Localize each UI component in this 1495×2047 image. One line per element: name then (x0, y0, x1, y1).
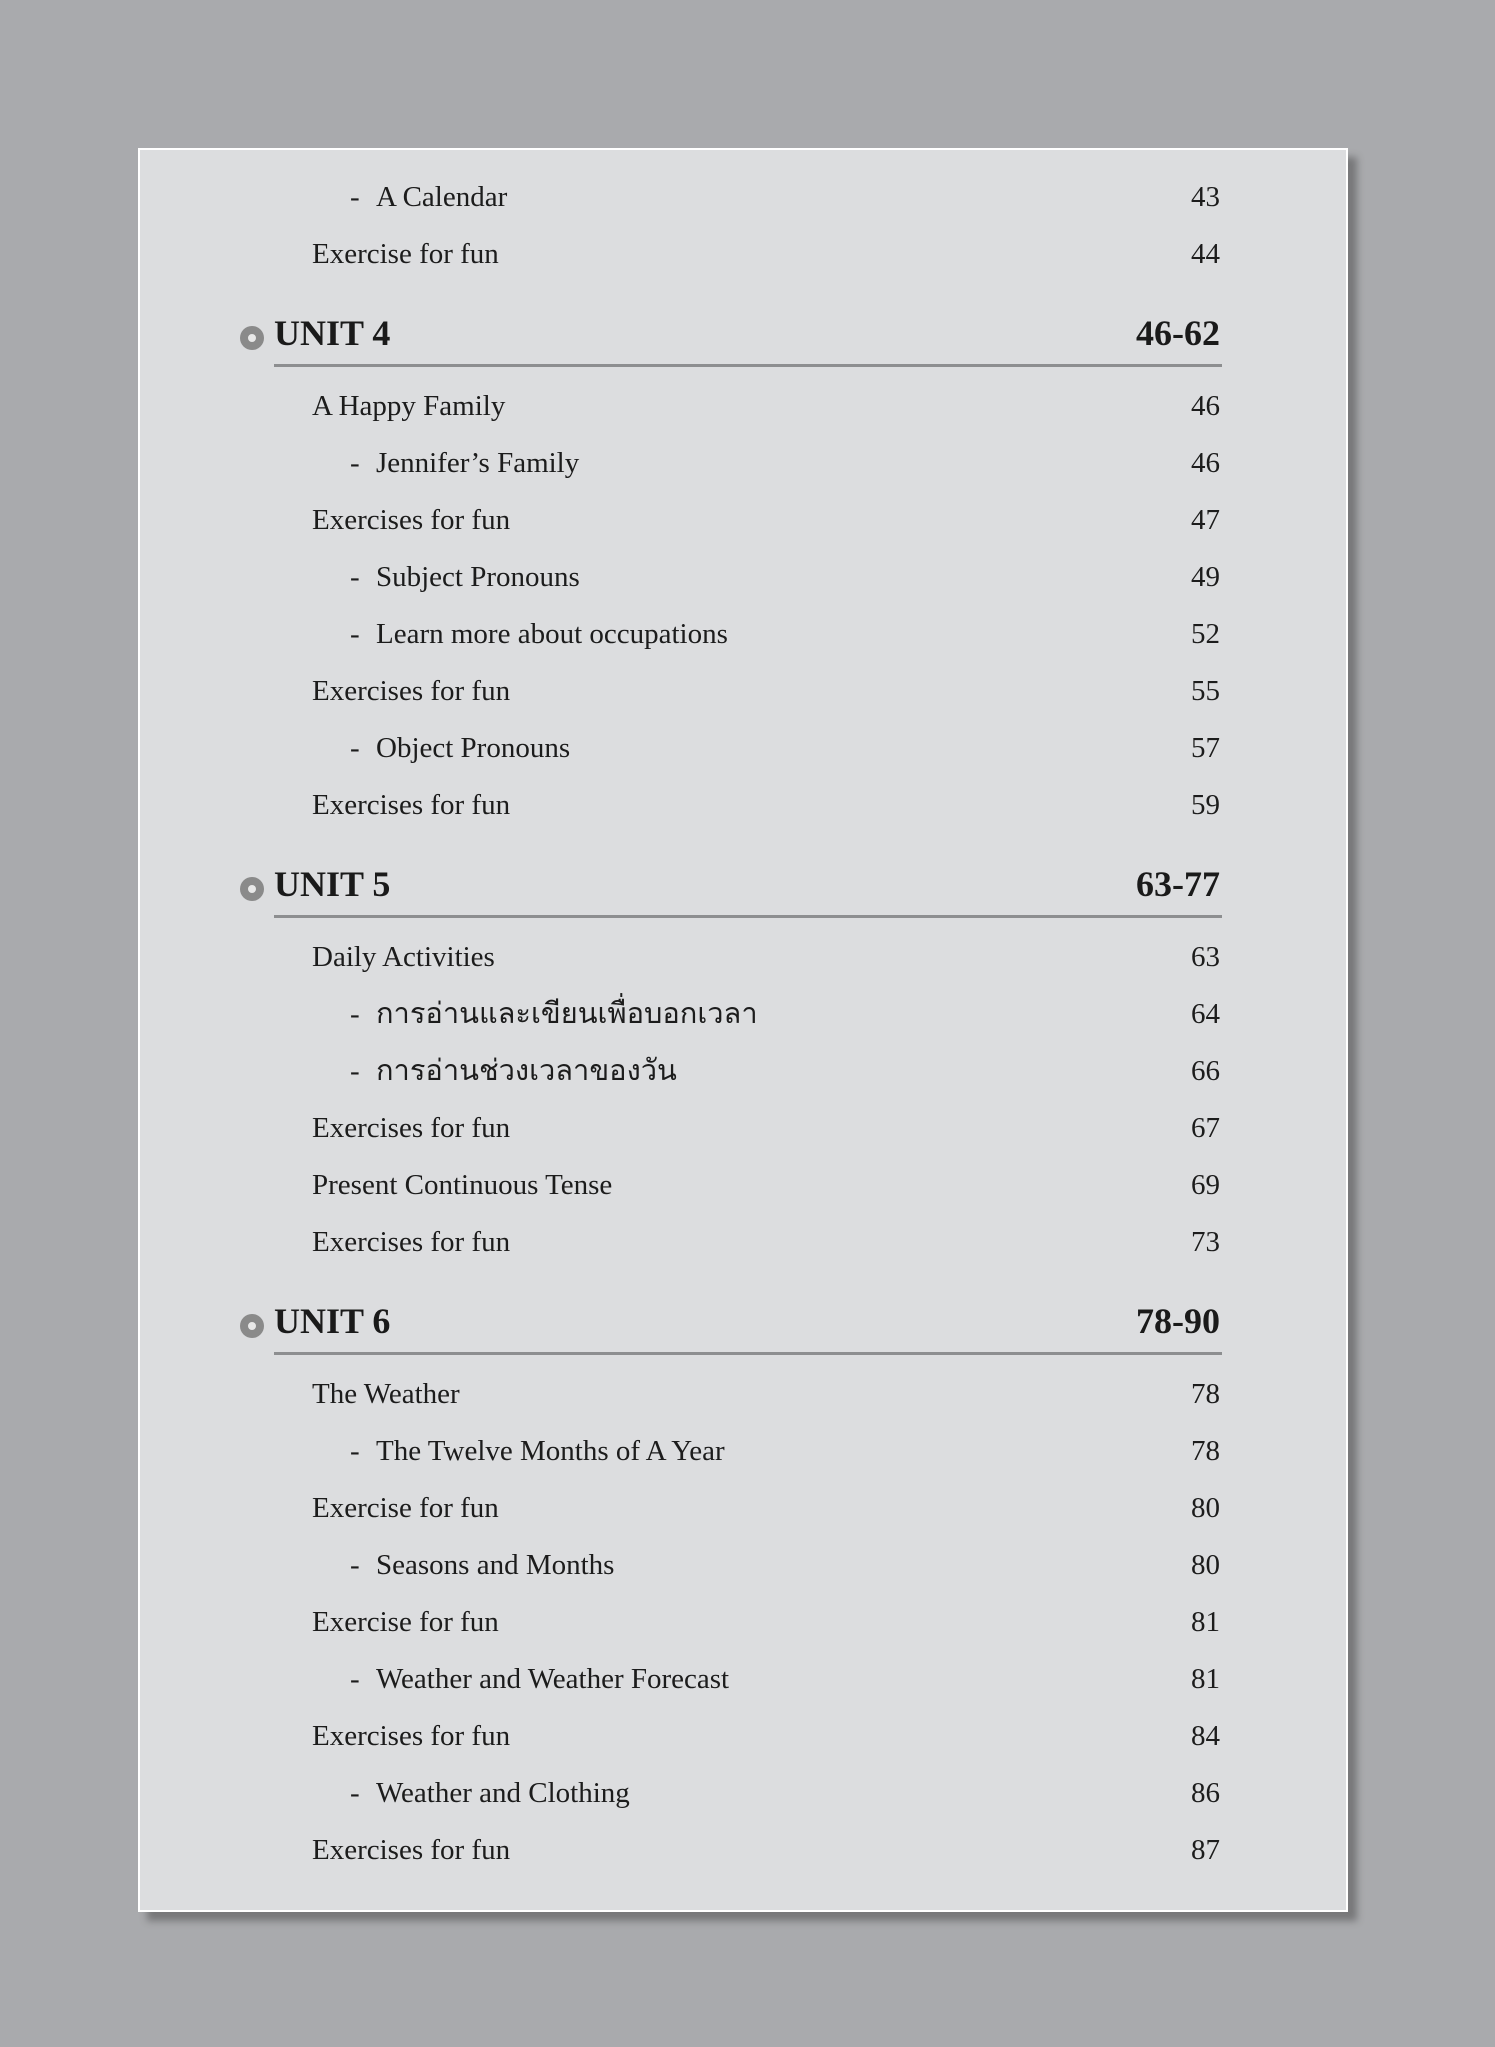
toc-entry-dash: - (350, 732, 360, 764)
bullet-icon (240, 326, 264, 350)
toc-entry-page-number: 55 (1191, 675, 1220, 707)
toc-entry-dash: - (350, 1663, 360, 1695)
toc-entry-page-number: 49 (1191, 561, 1220, 593)
bullet-icon (240, 1314, 264, 1338)
bullet-icon (240, 877, 264, 901)
toc-entry-label: Exercises for fun (312, 1834, 511, 1866)
unit-underline-divider (274, 915, 1222, 918)
toc-entry-page-number: 44 (1191, 238, 1220, 270)
toc-entry-label: Exercises for fun (312, 504, 511, 536)
toc-entry-page-number: 86 (1191, 1777, 1220, 1809)
toc-entry[interactable] (140, 169, 1346, 226)
toc-entry-page-number: 66 (1191, 1055, 1220, 1087)
unit-heading[interactable] (140, 851, 1346, 917)
unit-title: UNIT 6 (274, 1301, 391, 1341)
toc-entry-label: The Weather (312, 1378, 460, 1410)
toc-entry-label: Exercise for fun (312, 238, 499, 270)
toc-entry[interactable] (140, 1423, 1346, 1480)
toc-entry[interactable] (140, 549, 1346, 606)
toc-entry-label: การอ่านช่วงเวลาของวัน (376, 1055, 677, 1087)
toc-entry-label: Exercise for fun (312, 1606, 499, 1638)
toc-entry[interactable] (140, 492, 1346, 549)
toc-entry-page-number: 81 (1191, 1606, 1220, 1638)
unit-underline-divider (274, 1352, 1222, 1355)
toc-entry-page-number: 46 (1191, 390, 1220, 422)
unit-heading[interactable] (140, 1288, 1346, 1354)
toc-entry[interactable] (140, 1043, 1346, 1100)
toc-entry[interactable] (140, 663, 1346, 720)
toc-entry-page-number: 78 (1191, 1435, 1220, 1467)
toc-entry-page-number: 43 (1191, 181, 1220, 213)
toc-entry-label: Exercise for fun (312, 1492, 499, 1524)
toc-entry-label: Exercises for fun (312, 1720, 511, 1752)
toc-entry-dash: - (350, 1435, 360, 1467)
toc-entry-label: Learn more about occupations (376, 618, 728, 650)
toc-entry[interactable] (140, 435, 1346, 492)
unit-heading[interactable] (140, 300, 1346, 366)
toc-entry[interactable] (140, 1366, 1346, 1423)
toc-entry-label: Subject Pronouns (376, 561, 580, 593)
toc-entry-page-number: 81 (1191, 1663, 1220, 1695)
toc-entry-label: Object Pronouns (376, 732, 571, 764)
toc-entry-label: Exercises for fun (312, 1112, 511, 1144)
unit-title: UNIT 5 (274, 864, 391, 904)
toc-entry-dash: - (350, 998, 360, 1030)
toc-entry[interactable] (140, 378, 1346, 435)
toc-entry[interactable] (140, 1214, 1346, 1271)
toc-entry-label: Weather and Weather Forecast (376, 1663, 730, 1695)
toc-entry-page-number: 80 (1191, 1549, 1220, 1581)
toc-entry-page-number: 46 (1191, 447, 1220, 479)
unit-underline-divider (274, 364, 1222, 367)
toc-entry-dash: - (350, 1777, 360, 1809)
toc-entry-dash: - (350, 447, 360, 479)
toc-entry[interactable] (140, 1157, 1346, 1214)
toc-entry-page-number: 87 (1191, 1834, 1220, 1866)
toc-entry-dash: - (350, 561, 360, 593)
toc-entry-label: Exercises for fun (312, 1226, 511, 1258)
toc-entry-dash: - (350, 181, 360, 213)
unit-page-range: 46-62 (1136, 313, 1220, 353)
toc-entry[interactable] (140, 606, 1346, 663)
toc-entry[interactable] (140, 1480, 1346, 1537)
toc-entry-label: Weather and Clothing (376, 1777, 630, 1809)
unit-page-range: 63-77 (1136, 864, 1220, 904)
toc-entry-page-number: 64 (1191, 998, 1220, 1030)
toc-entry-label: The Twelve Months of A Year (376, 1435, 725, 1467)
toc-entry[interactable] (140, 777, 1346, 834)
toc-entry-page-number: 47 (1191, 504, 1220, 536)
toc-entry-label: Exercises for fun (312, 675, 511, 707)
toc-entry-page-number: 80 (1191, 1492, 1220, 1524)
toc-entry[interactable] (140, 929, 1346, 986)
toc-entry[interactable] (140, 1708, 1346, 1765)
unit-page-range: 78-90 (1136, 1301, 1220, 1341)
toc-entry[interactable] (140, 1822, 1346, 1879)
toc-entry-page-number: 84 (1191, 1720, 1220, 1752)
toc-entry[interactable] (140, 1537, 1346, 1594)
toc-entry-page-number: 67 (1191, 1112, 1220, 1144)
toc-entry[interactable] (140, 986, 1346, 1043)
toc-entry-page-number: 69 (1191, 1169, 1220, 1201)
toc-page (138, 148, 1348, 1912)
toc-entry-label: A Happy Family (312, 390, 506, 422)
toc-entry-label: การอ่านและเขียนเพื่อบอกเวลา (376, 998, 758, 1030)
toc-entry-page-number: 78 (1191, 1378, 1220, 1410)
toc-entry-page-number: 52 (1191, 618, 1220, 650)
toc-entry-page-number: 73 (1191, 1226, 1220, 1258)
toc-entry[interactable] (140, 1594, 1346, 1651)
toc-entry[interactable] (140, 1765, 1346, 1822)
toc-entry-page-number: 59 (1191, 789, 1220, 821)
toc-entry-page-number: 57 (1191, 732, 1220, 764)
toc-entry-dash: - (350, 1055, 360, 1087)
toc-entry-label: Exercises for fun (312, 789, 511, 821)
toc-entry-label: Seasons and Months (376, 1549, 615, 1581)
toc-entry-dash: - (350, 1549, 360, 1581)
toc-entry-label: Daily Activities (312, 941, 495, 973)
toc-entry-label: Jennifer’s Family (376, 447, 580, 479)
toc-entry-label: A Calendar (376, 181, 508, 213)
toc-entry[interactable] (140, 720, 1346, 777)
toc-entry-dash: - (350, 618, 360, 650)
toc-entry-label: Present Continuous Tense (312, 1169, 613, 1201)
toc-entry[interactable] (140, 226, 1346, 283)
unit-title: UNIT 4 (274, 313, 391, 353)
toc-entry[interactable] (140, 1651, 1346, 1708)
toc-entry[interactable] (140, 1100, 1346, 1157)
toc-entry-page-number: 63 (1191, 941, 1220, 973)
